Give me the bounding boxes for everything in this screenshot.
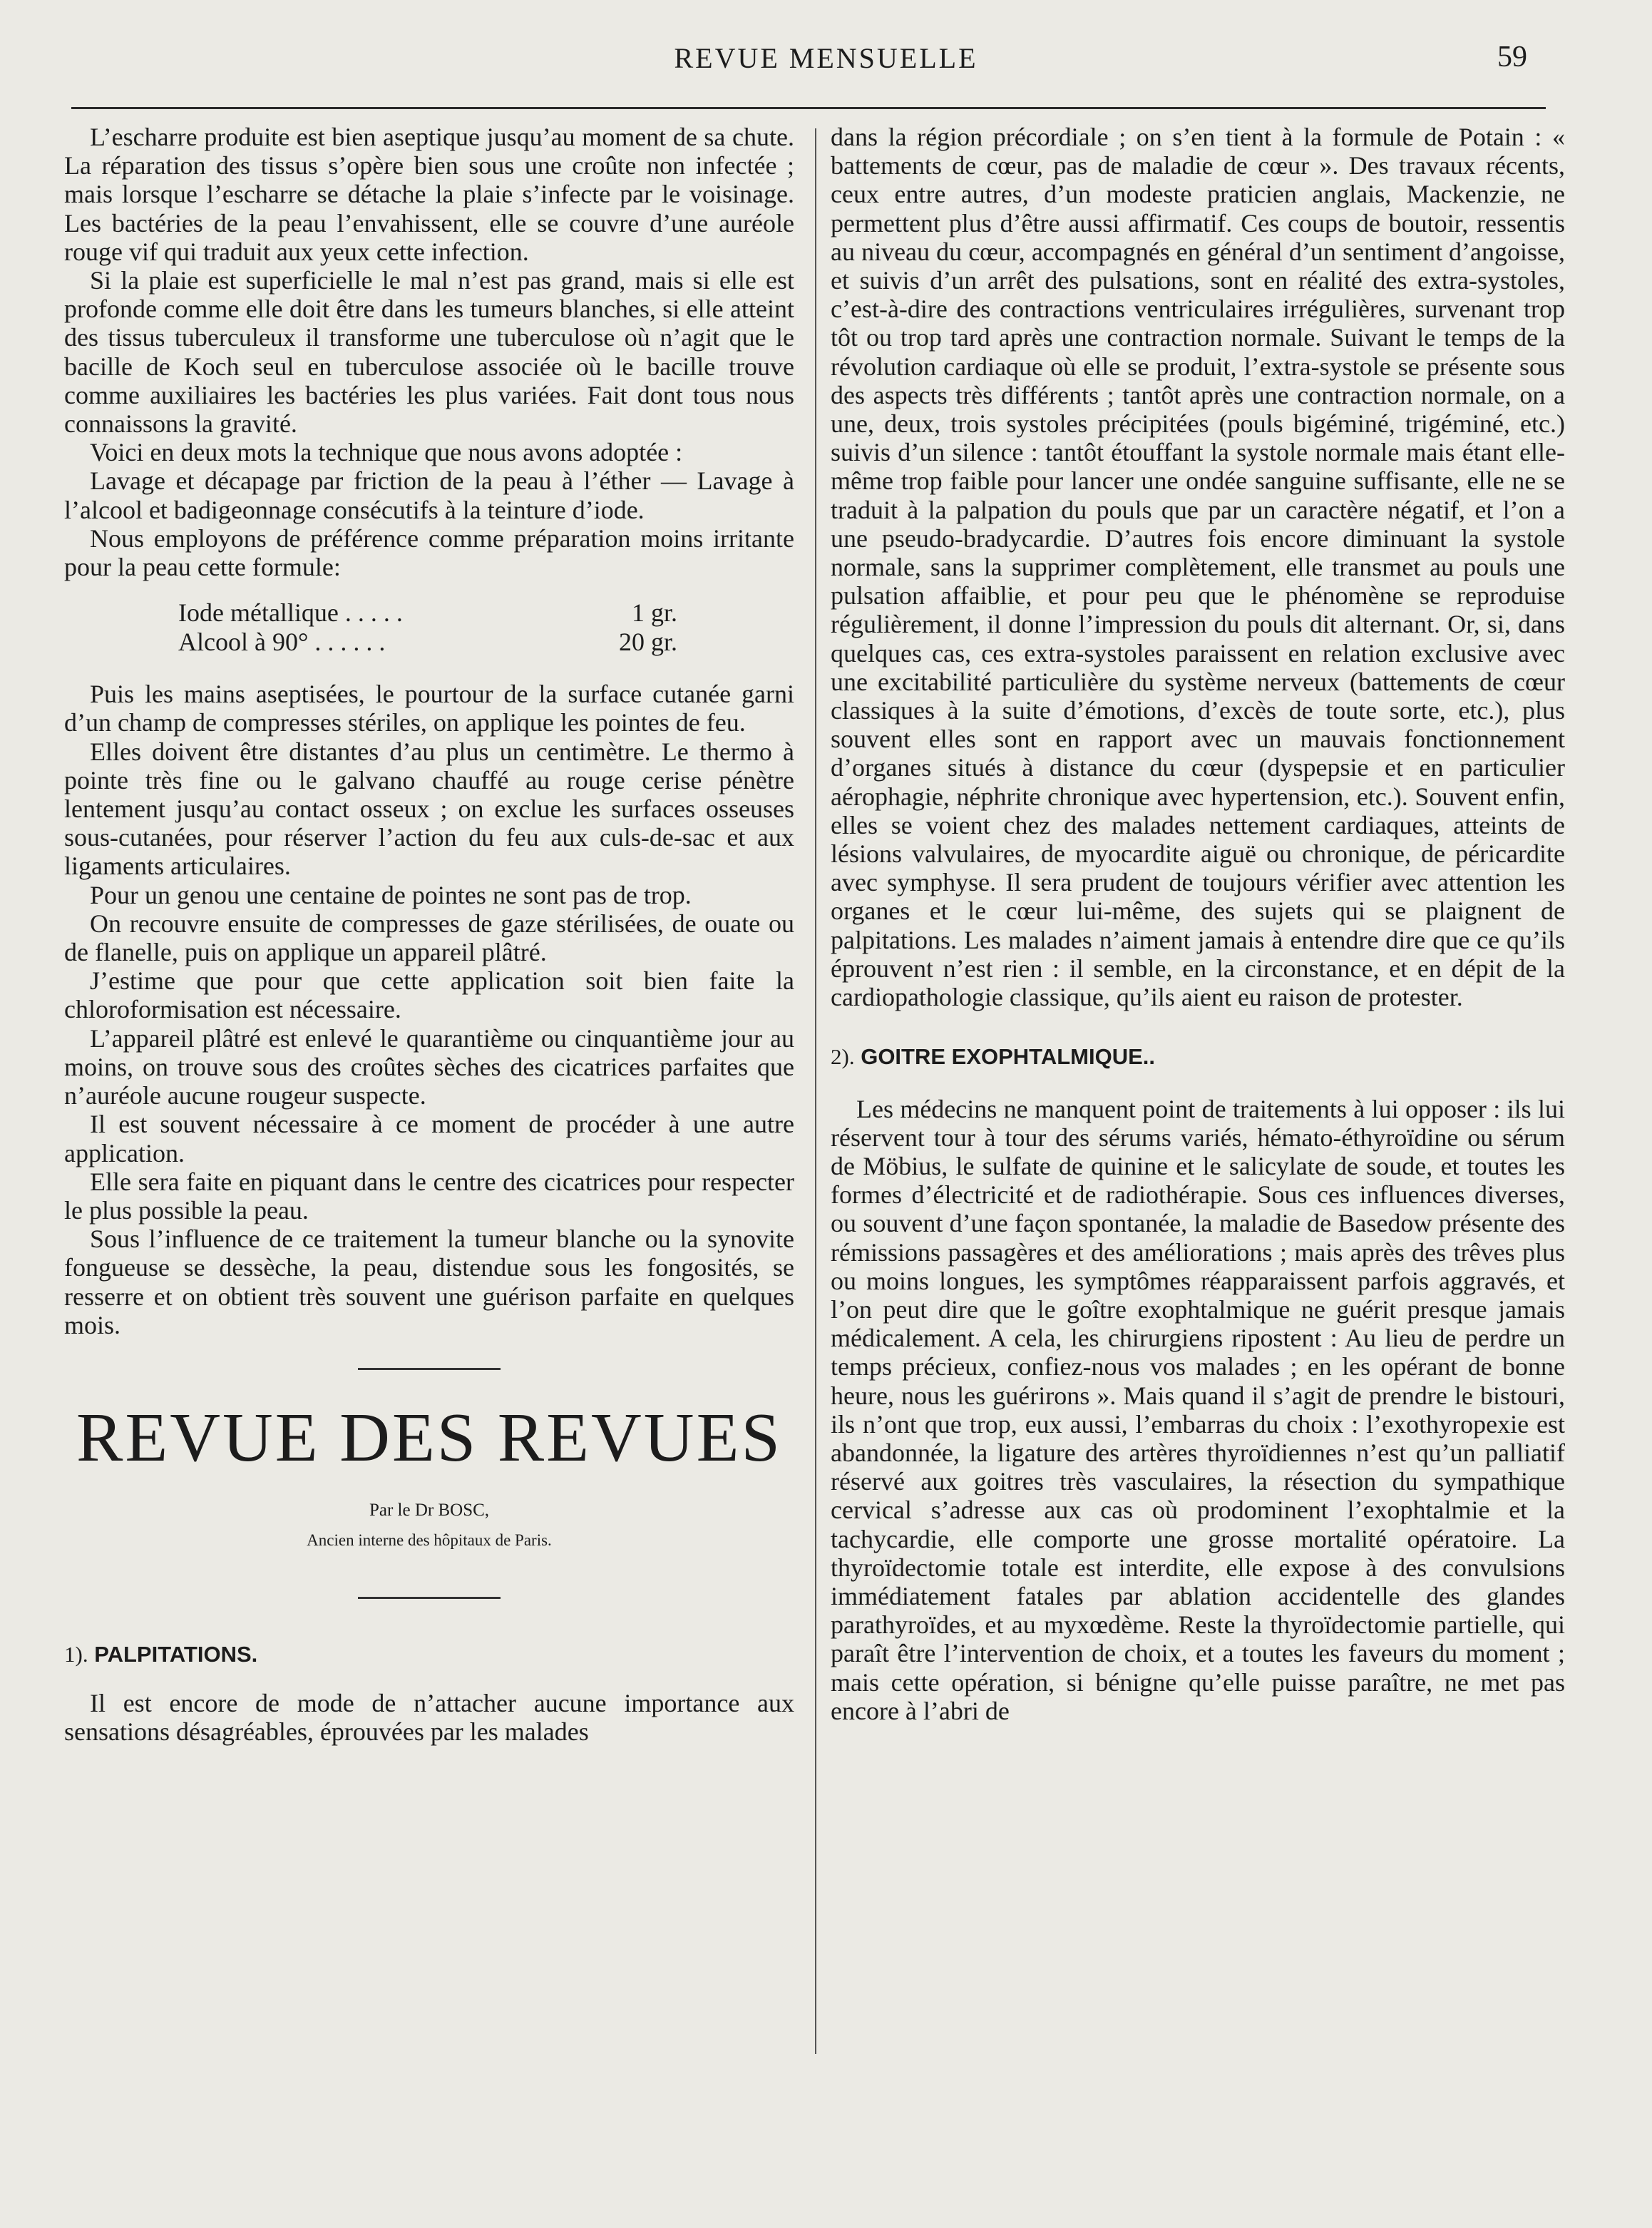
heading-title: PALPITATIONS.	[94, 1641, 258, 1667]
paragraph: dans la région précordiale ; on s’en tient à la formule de Potain : « battements de cœur, pas de maladie de cœur ». Des travaux récents, ceux entre autres, d’un modeste praticien anglais, Mackenzie, ne permettent plus d’être aussi affirmatif. Ces coups de boutoir, ressentis au niveau du cœur, accompagnés en général d’un sentiment d’angoisse, et suivis d’un arrêt des pulsations, sont en réalité des extra-systoles, c’est-à-dire des contractions ventriculaires irrégulières, survenant trop tôt ou trop tard après une contraction normale. Suivant le temps de la révolution cardiaque où elle se produit, l’extra-systole se présente sous des aspects très différents ; tantôt après une contraction normale, on a une, deux, trois systoles précipitées (pouls bigéminé, trigéminé, etc.) suivis d’un silence : tantôt étouffant la systole normale mais étant elle-même trop faible pour lancer une ondée sanguine suffisante, elle ne se traduit à la palpation du pouls que par un caractère négatif, et l’on a une pseudo-bradycardie. D’autres fois encore diminuant la systole normale, sans la supprimer complètement, elle transmet au pouls une pulsation affaiblie, et pour peu que le phénomène se reproduise régulièrement, il donne l’impression du pouls dit alternant. Or, si, dans quelques cas, ces extra-systoles paraissent en relation exclusive avec une excitabilité particulière du système nerveux (battements de cœur classiques à la suite d’émotions, d’excès de toute sorte, etc.), plus souvent elles sont en rapport avec un mauvais fonctionnement d’organes situés à distance du cœur (dyspepsie et en particulier aérophagie, néphrite chronique avec hypertension, etc.). Souvent enfin, elles se voient chez des malades nettement cardiaques, atteints de lésions valvulaires, de myocardite aiguë ou chronique, de péricardite avec symphyse. Il sera prudent de toujours vérifier avec attention les organes et le cœur lui-même, des sujets qui se plaignent de palpitations. Les malades n’aiment jamais à entendre dire que ce qu’ils éprouvent n’est rien : il semble, en la circonstance, et en dépit de la cardiopathologie classique, qu’ils aient eu raison de protester.	[831, 123, 1565, 1012]
paragraph: Voici en deux mots la technique que nous avons adoptée :	[90, 438, 683, 467]
paragraph: Sous l’influence de ce traitement la tumeur blanche ou la synovite fongueuse se dessèche, la peau, distendue sous les fongosités, se resserre et on obtient très souvent une guérison parfaite en quelques mois.	[64, 1225, 794, 1339]
paragraph: J’estime que pour que cette application soit bien faite la chloroformisation est nécessaire.	[64, 966, 794, 1024]
header-rule	[71, 107, 1546, 109]
recipe-row	[178, 598, 677, 628]
recipe-quantity: 20 gr.	[618, 628, 677, 657]
paragraph: Elles doivent être distantes d’au plus un centimètre. Le thermo à pointe très fine ou le galvano chauffé au rouge cerise pénètre lentement jusqu’au contact osseux ; on exclue les surfaces osseuses sous-cutanées, pour réserver l’action du feu aux culs-de-sac et aux ligaments articulaires.	[64, 737, 794, 881]
paragraph: L’escharre produite est bien aseptique jusqu’au moment de sa chute. La réparation des tissus s’opère bien sous une croûte non infectée ; mais lorsque l’escharre se détache la plaie s’infecte par le voisinage. Les bactéries de la peau l’envahissent, elle se couvre d’une auréole rouge vif qui traduit aux yeux cette infection.	[64, 123, 794, 266]
recipe-row	[178, 628, 677, 657]
paragraph: Les médecins ne manquent point de traitements à lui opposer : ils lui réservent tour à tour des sérums variés, hémato-éthyroïdine ou sérum de Möbius, le sulfate de quinine et le salicylate de soude, et toutes les formes d’électricité et de radiothérapie. Sous ces influences diverses, ou souvent d’une façon spontanée, la maladie de Basedow présente des rémissions passagères et des améliorations ; mais après des trêves plus ou moins longues, les symptômes réapparaissent parfois aggravés, et l’on peut dire que le goître exophtalmique ne guérit presque jamais médicalement. A cela, les chirurgiens ripostent : Au lieu de perdre un temps précieux, confiez-nous vos malades ; en les opérant de bonne heure, nous les guérirons ». Mais quand il s’agit de prendre le bistouri, ils n’ont que trop, eux aussi, l’embarras du choix : l’exothyropexie est abandonnée, la ligature des artères thyroïdiennes n’est qu’un palliatif réservé aux goitres très vasculaires, la résection du sympathique cervical s’adresse aux cas où prodominent l’exophtalmie et la tachycardie, elle comporte une grosse mortalité opératoire. La thyroïdectomie totale est interdite, elle expose à des convulsions immédiatement fatales par ablation accidentelle des glandes parathyroïdes, et au myxœdème. Reste la thyroïdectomie partielle, qui paraît être l’intervention de choix, et a toutes les faveurs du moment ; mais cette opération, si bénigne qu’elle puisse paraître, ne met pas encore à l’abri de	[831, 1094, 1565, 1725]
paragraph: Il est encore de mode de n’attacher aucune importance aux sensations désagréables, éprouvées par les malades	[64, 1689, 794, 1747]
recipe-formula	[64, 598, 794, 657]
paragraph: L’appareil plâtré est enlevé le quarantième ou cinquantième jour au moins, on trouve sous des croûtes sèches des cicatrices parfaites que n’auréole aucune rougeur suspecte.	[64, 1023, 794, 1110]
heading-number: 2).	[831, 1044, 855, 1070]
left-column	[64, 123, 794, 1747]
right-column	[831, 123, 1565, 1725]
paragraph: Il est souvent nécessaire à ce moment de procéder à une autre application.	[64, 1110, 794, 1167]
recipe-ingredient: Iode métallique . . . . .	[178, 598, 403, 628]
author-byline: Par le Dr BOSC,	[369, 1500, 490, 1520]
paragraph: Puis les mains aseptisées, le pourtour de la surface cutanée garni d’un champ de compresses stériles, on applique les pointes de feu.	[64, 680, 794, 737]
recipe-quantity: 1 gr.	[631, 598, 677, 628]
recipe-ingredient: Alcool à 90° . . . . . .	[178, 628, 386, 657]
paragraph: Pour un genou une centaine de pointes ne sont pas de trop.	[90, 880, 692, 909]
paragraph: Nous employons de préférence comme préparation moins irritante pour la peau cette formule:	[64, 523, 794, 582]
column-divider	[815, 128, 816, 2054]
separator-rule	[358, 1597, 501, 1599]
section-heading-goitre	[831, 1043, 1565, 1071]
running-title: REVUE MENSUELLE	[674, 42, 978, 74]
paragraph: Lavage et décapage par friction de la peau à l’éther — Lavage à l’alcool et badigeonnage consécutifs à la teinture d’iode.	[64, 466, 794, 524]
section-title: REVUE DES REVUES	[76, 1399, 782, 1476]
separator-rule	[358, 1368, 501, 1370]
paragraph: Si la plaie est superficielle le mal n’est pas grand, mais si elle est profonde comme elle doit être dans les tumeurs blanches, si elle atteint des tissus tuberculeux il transforme une tuberculose où n’agit que le bacille de Koch seul en tuberculose associée où le bacille trouve comme auxiliaires les bactéries les plus variées. Fait dont tous nous connaissons la gravité.	[64, 266, 794, 439]
heading-title: GOITRE EXOPHTALMIQUE..	[861, 1044, 1155, 1070]
section-heading-palpitations	[64, 1640, 794, 1669]
paragraph: On recouvre ensuite de compresses de gaze stérilisées, de ouate ou de flanelle, puis on applique un appareil plâtré.	[64, 909, 794, 967]
author-affiliation: Ancien interne des hôpitaux de Paris.	[307, 1531, 552, 1549]
page-number: 59	[1497, 41, 1527, 73]
heading-number: 1).	[64, 1641, 88, 1667]
paragraph: Elle sera faite en piquant dans le centre des cicatrices pour respecter le plus possible la peau.	[64, 1167, 794, 1225]
